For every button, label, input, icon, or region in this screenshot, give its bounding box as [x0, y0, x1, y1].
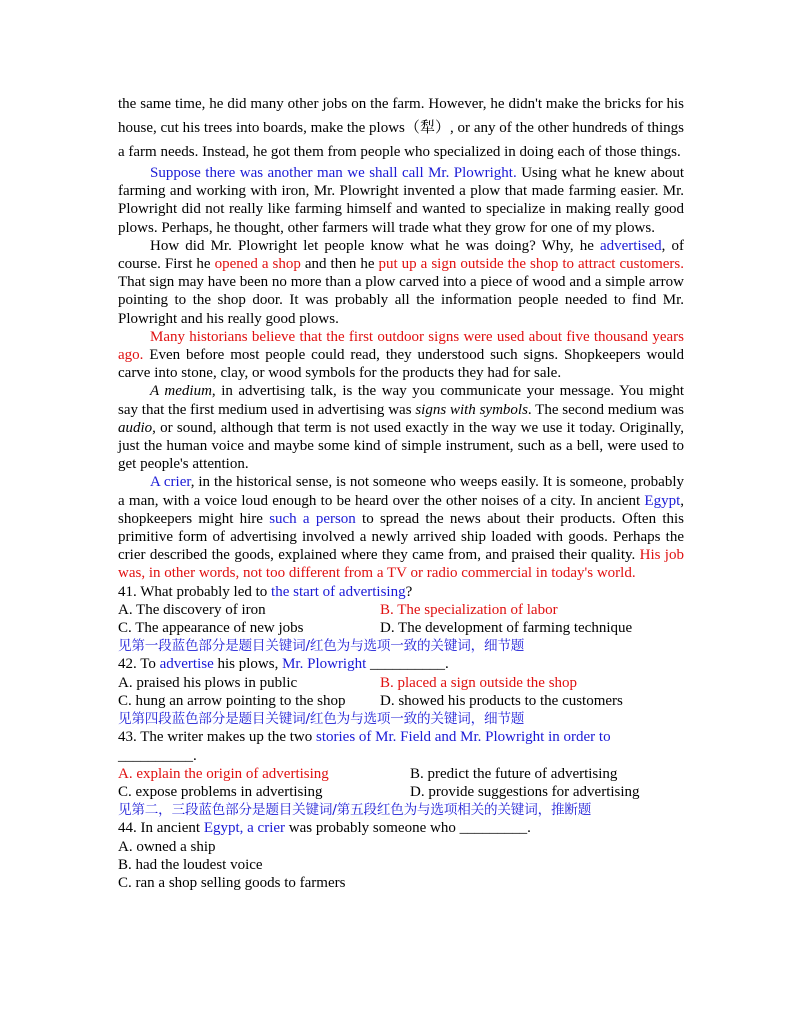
option-a: A. The discovery of iron: [118, 601, 266, 618]
paragraph-4: A medium, in advertising talk, is the way you communicate your message. You might say that the first medium used in advertising was signs with symbols. The second medium was audio, or sound, although that term is not used exactly in the way we use it today. Originally, just the human voice and maybe some kind of simple instrument, such as a bell, were used to get people's attention.: [118, 383, 684, 473]
option-b: B. predict the future of advertising: [410, 765, 618, 782]
option-c: C. ran a shop selling goods to farmers: [118, 874, 346, 891]
paragraph-5: A crier, in the historical sense, is not someone who weeps easily. It is someone, probably a man, with a voice loud enough to be heard over the other noises of a city. In ancient Egypt, shopkeepers might hire such a person to spread the news about their products. Often this primitive form of advertising involved a newly arrived ship loaded with goods. Perhaps the crier described the goods, explained where they came from, and praised their quality. His job was, in other words, not too different from a TV or radio commercial in today's world.: [118, 474, 684, 582]
question-stem: 41. What probably led to the start of advertising?: [118, 583, 413, 600]
option-c: C. The appearance of new jobs: [118, 620, 304, 637]
answer-highlight: His job was, in other words, not too different from a TV or radio commercial in today's world.: [118, 547, 684, 582]
question-stem: 42. To advertise his plows, Mr. Plowright __________.: [118, 656, 449, 673]
option-b: B. had the loudest voice: [118, 856, 263, 873]
option-d: D. showed his products to the customers: [380, 692, 623, 709]
option-b: B. placed a sign outside the shop: [380, 674, 578, 691]
paragraph-3: Many historians believe that the first outdoor signs were used about five thousand years ago. Even before most people could read, they understood such signs. Shopkeepers would carve into stone, clay, or wood symbols for the products they had for sale.: [118, 328, 684, 382]
answer-highlight: put up a sign outside the shop to attract customers.: [378, 256, 685, 273]
option-a: A. owned a ship: [118, 838, 216, 855]
question-stem: 44. In ancient Egypt, a crier was probably someone who _________.: [118, 820, 531, 837]
keyword-highlight: Suppose there was another man we shall call Mr. Plowright.: [150, 165, 517, 181]
document-page: [118, 92, 684, 892]
question-43: [118, 728, 684, 819]
question-44: [118, 819, 684, 892]
keyword-highlight: such a person: [269, 510, 356, 527]
option-d: D. provide suggestions for advertising: [410, 783, 640, 800]
option-b: B. The specialization of labor: [380, 601, 558, 618]
option-d: D. The development of farming technique: [380, 620, 633, 637]
keyword-highlight: advertised: [599, 237, 662, 254]
analysis-note: 见第二，三段蓝色部分是题目关键词/第五段红色为与选项相关的关键词，推断题: [118, 802, 592, 819]
paragraph-2: How did Mr. Plowright let people know what he was doing? Why, he advertised, of course. First he opened a shop and then he put up a sign outside the shop to attract customers. That sign may have been no more than a plow carved into a piece of wood and a simple arrow pointing to the shop door. It was probably all the information people needed to find Mr. Plowright and his really good plows.: [118, 237, 685, 327]
question-41: [118, 583, 684, 656]
answer-highlight: opened a shop: [214, 256, 301, 273]
analysis-note: 见第四段蓝色部分是题目关键词/红色为与选项一致的关键词，细节题: [118, 711, 525, 728]
question-42: [118, 655, 684, 728]
answer-highlight: Many historians believe that the first outdoor signs were used about five thousand years ago.: [118, 328, 684, 364]
paragraph-0: the same time, he did many other jobs on the farm. However, he didn't make the bricks for his house, cut his trees into boards, make the plows（犁）, or any of the other hundreds of things a farm needs. Instead, he got them from people who specialized in doing each of those things.: [118, 96, 684, 160]
option-c: C. expose problems in advertising: [118, 783, 323, 800]
paragraph-1: Suppose there was another man we shall call Mr. Plowright. Using what he knew about farming and working with iron, Mr. Plowright invented a plow that made farming easier. Mr. Plowright did not really like farming himself and wanted to specialize in making really good plows. Perhaps, he thought, other farmers will trade what they grow for one of my plows.: [118, 165, 684, 236]
keyword-highlight: Egypt: [644, 492, 681, 509]
option-a: A. explain the origin of advertising: [118, 765, 329, 782]
keyword-highlight: A crier: [150, 474, 191, 491]
option-a: A. praised his plows in public: [118, 674, 298, 691]
option-c: C. hung an arrow pointing to the shop: [118, 692, 346, 709]
analysis-note: 见第一段蓝色部分是题目关键词/红色为与选项一致的关键词，细节题: [118, 638, 525, 655]
question-stem: 43. The writer makes up the two stories of Mr. Field and Mr. Plowright in order to __________.: [118, 729, 611, 764]
